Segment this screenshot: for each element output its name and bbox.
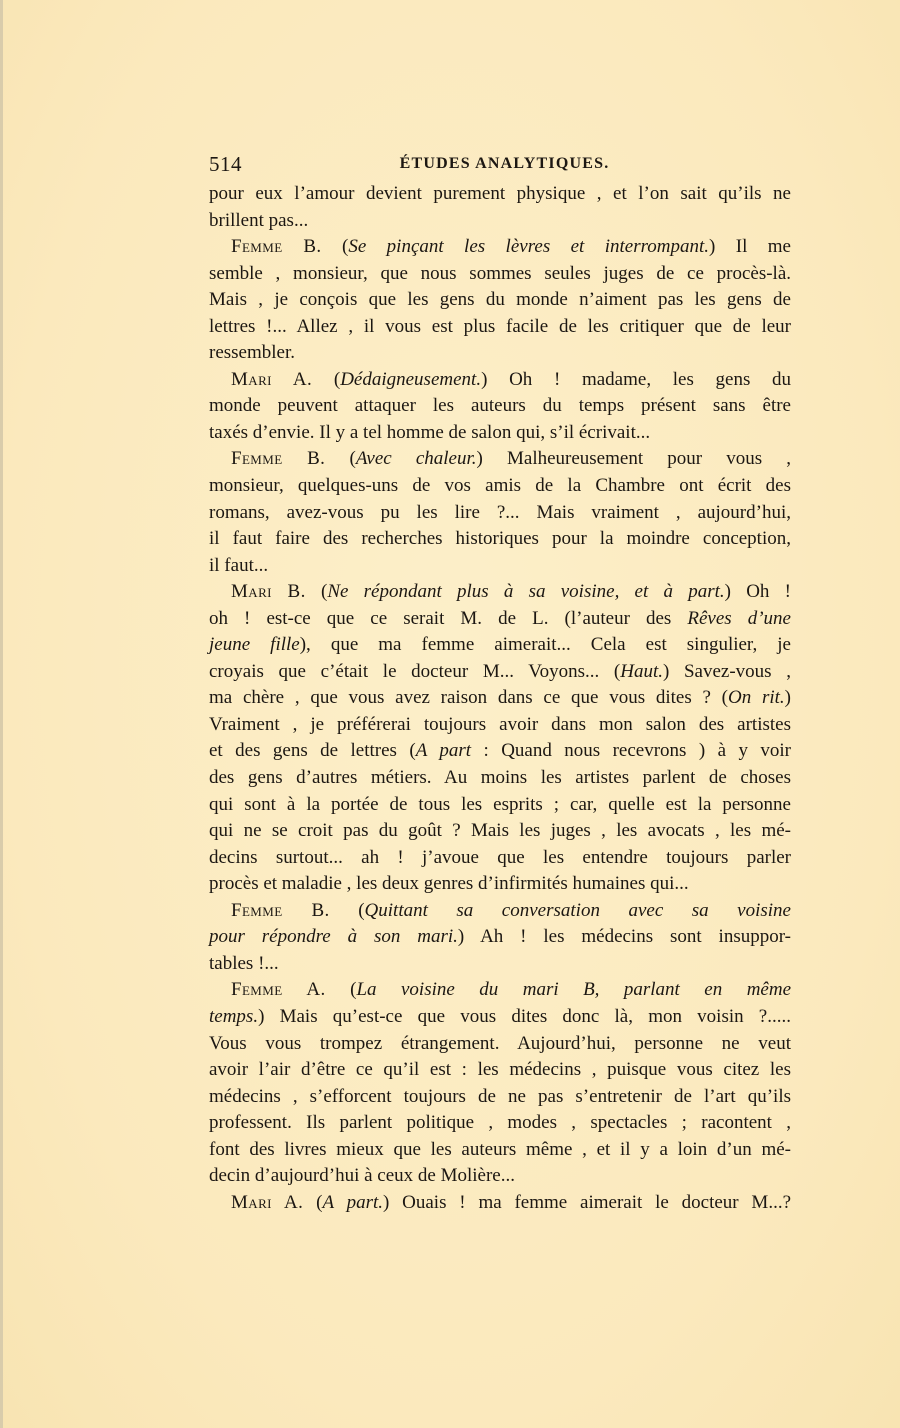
text-line xyxy=(209,181,791,208)
speech-line-start xyxy=(209,367,791,394)
text-run: ( xyxy=(321,236,349,258)
speech-line-start xyxy=(209,1190,791,1217)
text-run: ( xyxy=(312,368,341,390)
text-run: ), que ma femme aimerait... Cela est singulier, je xyxy=(299,634,791,656)
text-run: ) xyxy=(784,687,791,709)
text-run: decins surtout... ah ! j’avoue que les entendre toujours parler xyxy=(209,846,791,868)
stage-direction: A part xyxy=(415,740,472,762)
text-run: et des gens de lettres ( xyxy=(209,740,416,762)
text-run: tables !... xyxy=(209,952,279,974)
text-line xyxy=(209,1004,791,1031)
text-run: font des livres mieux que les auteurs même , et il y a loin d’un mé- xyxy=(209,1138,791,1160)
text-run: ressembler. xyxy=(209,342,296,364)
text-run: qui sont à la portée de tous les esprits ; car, quelle est la personne xyxy=(209,793,791,815)
text-run: Vraiment , je préférerai toujours avoir dans mon salon des artistes xyxy=(209,713,791,735)
text-line xyxy=(209,393,791,420)
stage-direction: pour répondre à son mari. xyxy=(209,926,458,948)
stage-direction: Rêves d’une xyxy=(687,607,791,629)
stage-direction: jeune fille xyxy=(209,634,300,656)
text-line xyxy=(209,738,791,765)
stage-direction: Se pinçant les lèvres et interrompant. xyxy=(348,236,710,258)
page-number: 514 xyxy=(209,152,242,176)
text-line xyxy=(209,924,791,951)
text-line xyxy=(209,765,791,792)
running-head-title: ÉTUDES ANALYTIQUES. xyxy=(399,155,610,172)
text-line xyxy=(209,340,791,367)
text-run: ( xyxy=(305,581,328,603)
stage-direction: Quittant sa conversation avec sa voisine xyxy=(364,899,791,921)
text-run: Mais , je conçois que les gens du monde n’aiment pas les gens de xyxy=(209,289,791,311)
stage-direction: La voisine du mari B, parlant en même xyxy=(356,979,792,1001)
text-run: monsieur, quelques-uns de vos amis de la Chambre ont écrit des xyxy=(209,475,791,497)
running-head xyxy=(209,152,792,178)
text-line xyxy=(209,845,791,872)
text-line xyxy=(209,208,791,235)
text-run: monde peuvent attaquer les auteurs du temps présent sans être xyxy=(209,395,791,417)
speaker-name: Mari A. xyxy=(231,1191,304,1213)
text-line xyxy=(209,1057,791,1084)
text-line xyxy=(209,473,791,500)
text-line xyxy=(209,685,791,712)
text-run: ) Oh ! xyxy=(724,581,791,603)
stage-direction: Dédaigneusement. xyxy=(340,368,482,390)
stage-direction: temps. xyxy=(209,1005,259,1027)
text-line xyxy=(209,500,791,527)
text-run: professent. Ils parlent politique , modes , spectacles ; racontent , xyxy=(209,1112,791,1134)
text-run: ( xyxy=(329,899,365,921)
text-run: pour eux l’amour devient purement physique , et l’on sait qu’ils ne xyxy=(209,183,791,204)
text-line xyxy=(209,606,791,633)
text-run: ( xyxy=(303,1191,323,1213)
text-run: ) Ah ! les médecins sont insuppor- xyxy=(457,926,791,948)
text-run: des gens d’autres métiers. Au moins les artistes parlent de choses xyxy=(209,767,791,789)
text-run: romans, avez-vous pu les lire ?... Mais vraiment , aujourd’hui, xyxy=(209,501,791,523)
speech-line-start xyxy=(209,579,791,606)
body-text xyxy=(209,181,791,1216)
text-line xyxy=(209,792,791,819)
text-run: ) Mais qu’est-ce que vous dites donc là, mon voisin ?..... xyxy=(258,1005,791,1027)
speaker-name: Femme B. xyxy=(231,448,326,470)
speaker-name: Femme B. xyxy=(231,899,330,921)
text-run: brillent pas... xyxy=(209,209,309,231)
speaker-name: Mari B. xyxy=(231,581,306,603)
speech-line-start xyxy=(209,446,791,473)
text-run: ma chère , que vous avez raison dans ce que vous dites ? ( xyxy=(209,687,728,709)
speech-line-start xyxy=(209,898,791,925)
speaker-name: Femme B. xyxy=(231,236,322,258)
text-run: oh ! est-ce que ce serait M. de L. (l’auteur des xyxy=(209,607,688,629)
speech-line-start xyxy=(209,977,791,1004)
speech-line-start xyxy=(209,234,791,261)
text-line xyxy=(209,951,791,978)
text-run: lettres !... Allez , il vous est plus facile de les critiquer que de leur xyxy=(209,315,791,337)
text-line xyxy=(209,526,791,553)
text-run: ) Savez-vous , xyxy=(662,660,791,682)
text-line xyxy=(209,420,791,447)
text-run: : Quand nous recevrons ) à y voir xyxy=(471,740,792,762)
stage-direction: On rit. xyxy=(727,687,785,709)
text-run: semble , monsieur, que nous sommes seules juges de ce procès-là. xyxy=(209,262,791,284)
stage-direction: Ne répondant plus à sa voisine, et à part. xyxy=(327,581,725,603)
text-run: ) Il me xyxy=(709,236,791,258)
speaker-name: Femme A. xyxy=(231,979,326,1001)
text-line xyxy=(209,712,791,739)
text-run: Vous vous trompez étrangement. Aujourd’hui, personne ne veut xyxy=(209,1032,791,1054)
text-line xyxy=(209,553,791,580)
text-run: médecins , s’efforcent toujours de ne pas s’entretenir de l’art qu’ils xyxy=(209,1085,791,1107)
text-line xyxy=(209,261,791,288)
text-run: decin d’aujourd’hui à ceux de Molière... xyxy=(209,1165,515,1187)
text-line xyxy=(209,1084,791,1111)
text-line xyxy=(209,1031,791,1058)
text-run: ) Ouais ! ma femme aimerait le docteur M...? xyxy=(383,1191,792,1213)
stage-direction: Avec chaleur. xyxy=(355,448,477,470)
text-line xyxy=(209,632,791,659)
text-line xyxy=(209,871,791,898)
text-run: ( xyxy=(325,979,357,1001)
text-run: procès et maladie , les deux genres d’infirmités humaines qui... xyxy=(209,873,689,895)
text-line xyxy=(209,314,791,341)
stage-direction: A part. xyxy=(322,1191,383,1213)
text-line xyxy=(209,1137,791,1164)
text-run: il faut faire des recherches historiques pour la moindre conception, xyxy=(209,528,791,550)
text-line xyxy=(209,818,791,845)
page-edge xyxy=(0,0,3,1428)
text-run: il faut... xyxy=(209,554,269,576)
text-line xyxy=(209,287,791,314)
text-run: croyais que c’était le docteur M... Voyons... ( xyxy=(209,660,621,682)
text-run: qui ne se croit pas du goût ? Mais les juges , les avocats , les mé- xyxy=(209,820,791,842)
stage-direction: Haut. xyxy=(620,660,663,682)
text-run: taxés d’envie. Il y a tel homme de salon qui, s’il écrivait... xyxy=(209,421,651,443)
text-run: avoir l’air d’être ce qu’il est : les médecins , puisque vous citez les xyxy=(209,1059,791,1081)
text-line xyxy=(209,1163,791,1190)
text-run: ) Oh ! madame, les gens du xyxy=(481,368,792,390)
text-line xyxy=(209,1110,791,1137)
text-run: ( xyxy=(325,448,356,470)
text-line xyxy=(209,659,791,686)
text-run: ) Malheureusement pour vous , xyxy=(476,448,792,470)
speaker-name: Mari A. xyxy=(231,368,313,390)
